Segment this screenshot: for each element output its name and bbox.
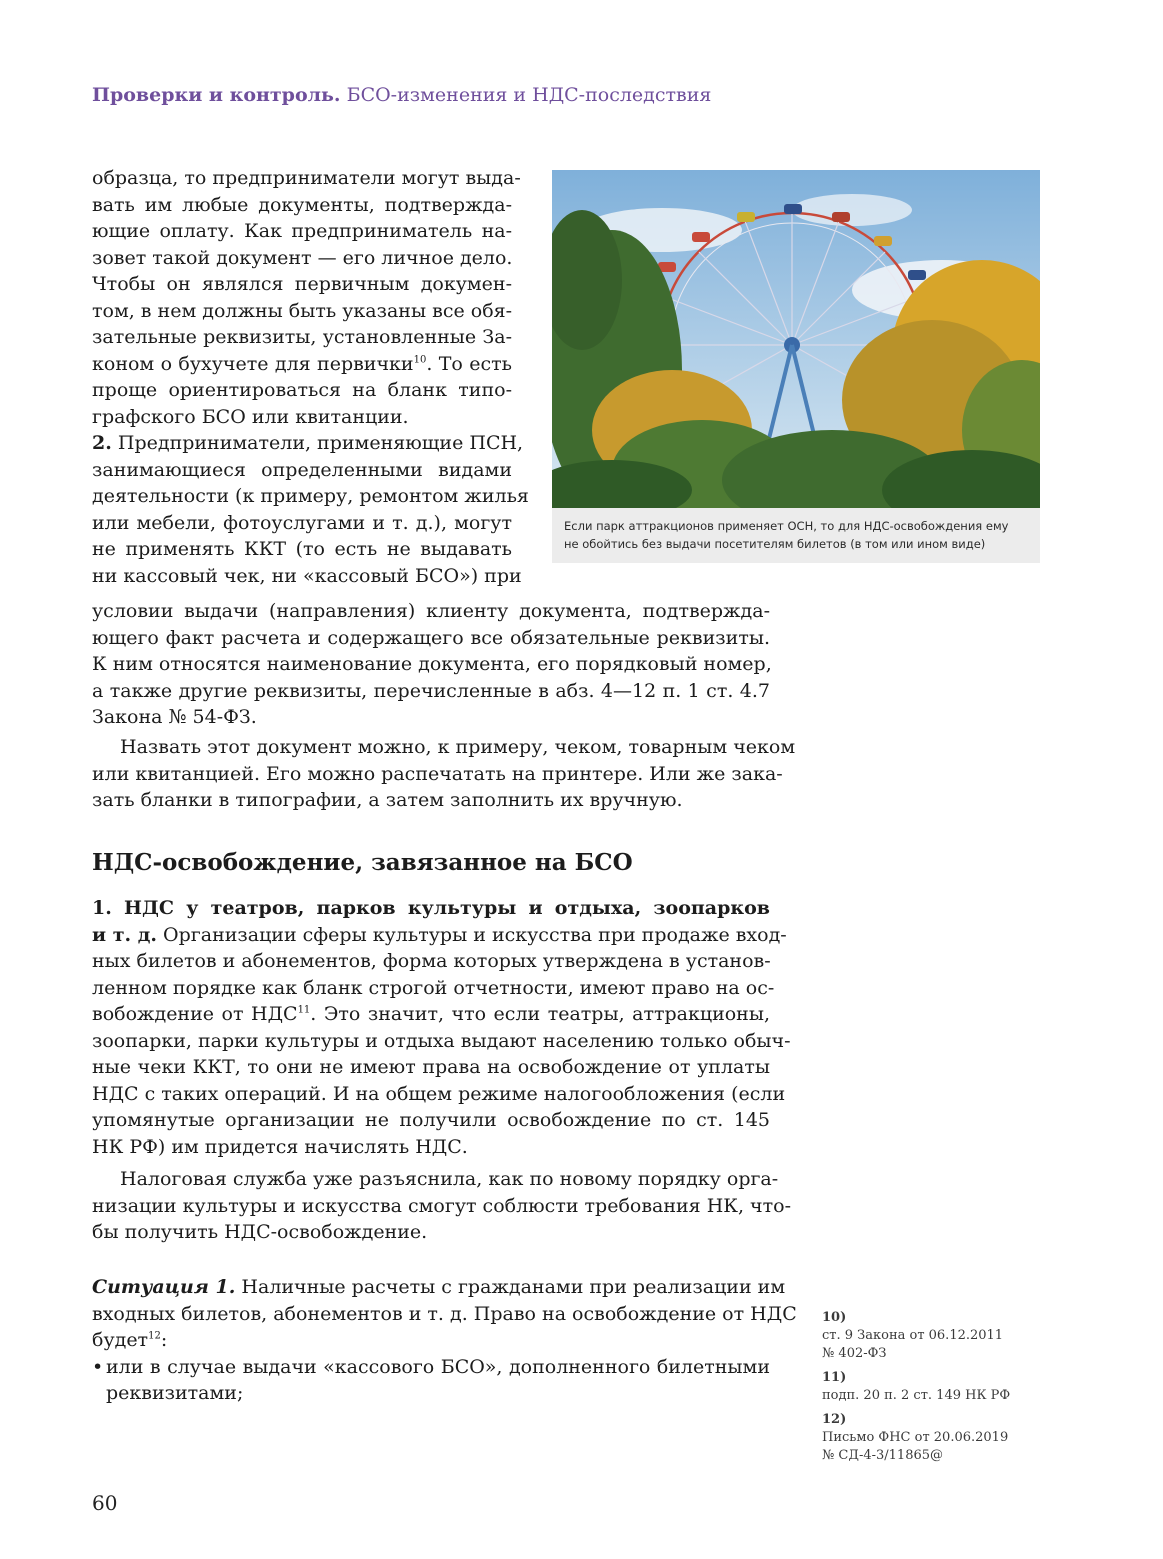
text-line: входных билетов, абонементов и т. д. Право на освобождение от НДС [92,1302,797,1325]
text-fragment: Предприниматели, применяющие ПСН, [117,432,524,454]
footnote-number: 10) [822,1310,847,1325]
footnote [822,1411,1042,1465]
point1-block [92,895,791,1160]
caption-line: не обойтись без выдачи посетителям билетов (в том или ином виде) [564,537,986,551]
footnote-ref: 11 [297,1004,311,1016]
footnotes [822,1309,1042,1471]
text-line: условии выдачи (направления) клиенту документа, подтвержда- [92,600,770,622]
point1-title-text: 1. НДС у театров, парков культуры и отдыха, зоопарков [92,897,770,919]
text-line: ные чеки ККТ, то они не имеют права на освобождение от уплаты [92,1056,770,1078]
text-line: деятельности (к примеру, ремонтом жилья [92,485,529,507]
text-line: НК РФ) им придется начислять НДС. [92,1135,468,1158]
figure [552,170,1040,563]
running-head [92,84,992,106]
footnote-text: № 402-ФЗ [822,1346,887,1361]
footnote-text: ст. 9 Закона от 06.12.2011 [822,1328,1004,1343]
footnote-ref: 10 [413,354,427,366]
text-line: НДС с таких операций. И на общем режиме налогообложения (если [92,1082,786,1105]
page-number: 60 [92,1491,118,1515]
text-line: зовет такой документ — его личное дело. [92,246,513,269]
text-line [92,1274,786,1301]
text-line-with-footnote [92,1327,770,1354]
text-line: или в случае выдачи «кассового БСО», дополненного билетными [106,1355,770,1378]
text-line: зать бланки в типографии, а затем заполнить их вручную. [92,789,683,811]
bullet-icon: • [92,1355,104,1378]
narrow-column [92,165,529,589]
text-line: или мебели, фотоуслугами и т. д.), могут [92,511,512,534]
situation-label: Ситуация 1. [92,1276,236,1298]
text-fragment: . Это значит, что если театры, аттракционы, [310,1003,770,1025]
section-heading: НДС-освобождение, завязанное на БСО [92,849,633,876]
text-line: упомянутые организации не получили освобождение по ст. 145 [92,1109,770,1131]
text-line: ющего факт расчета и содержащего все обязательные реквизиты. [92,626,770,649]
caption-line: Если парк аттракционов применяет ОСН, то для НДС-освобождения ему [564,519,1009,533]
text-line: том, в нем должны быть указаны все обя- [92,299,513,322]
running-head-topic: БСО-изменения и НДС-последствия [346,84,712,106]
text-line: Закона № 54-ФЗ. [92,706,257,728]
text-line: не применять ККТ (то есть не выдавать [92,538,512,560]
text-fragment: : [160,1329,168,1351]
footnote-text: № СД-4-3/11865@ [822,1448,944,1463]
text-line: или квитанцией. Его можно распечатать на принтере. Или же зака- [92,762,783,785]
footnote-text: Письмо ФНС от 20.06.2019 [822,1430,1009,1445]
footnote-ref: 12 [148,1330,161,1342]
text-fragment: Наличные расчеты с гражданами при реализации им [241,1276,786,1298]
text-line: бы получить НДС-освобождение. [92,1221,428,1243]
text-line: реквизитами; [106,1382,244,1404]
paragraph-naming [92,734,796,814]
running-head-section: Проверки и контроль. [92,84,341,106]
text-line: вать им любые документы, подтвержда- [92,193,512,216]
text-line: зательные реквизиты, установленные За- [92,326,512,348]
footnote-text: подп. 20 п. 2 ст. 149 НК РФ [822,1388,1011,1403]
text-fragment: будет [92,1329,149,1351]
text-line-with-footnote [92,1001,770,1028]
text-fragment: вобождение от НДС [92,1003,298,1025]
text-line: образца, то предприниматели могут выда- [92,167,521,189]
text-line: Назвать этот документ можно, к примеру, чеком, товарным чеком [120,736,796,758]
bullet-item [92,1354,770,1407]
ferris-wheel-photo [552,170,1040,508]
text-fragment: коном о бухучете для первички [92,352,414,375]
text-line-point2 [92,430,524,457]
text-line [92,922,787,949]
footnote [822,1309,1042,1363]
text-fragment: Организации сферы культуры и искусства при продаже вход- [163,923,787,946]
point1-title-end: и т. д. [92,923,157,946]
text-line: ных билетов и абонементов, форма которых утверждена в установ- [92,950,771,972]
footnote [822,1369,1042,1405]
text-line: ющие оплату. Как предприниматель на- [92,220,512,242]
text-line: зоопарки, парки культуры и отдыха выдают населению только обыч- [92,1029,791,1052]
text-line: а также другие реквизиты, перечисленные в абз. 4—12 п. 1 ст. 4.7 [92,679,770,702]
point-number: 2. [92,432,112,454]
footnote-number: 11) [822,1370,847,1385]
paragraph-tax [92,1166,791,1246]
text-line: графского БСО или квитанции. [92,405,409,428]
text-line: Налоговая служба уже разъяснила, как по новому порядку орга- [120,1168,779,1190]
text-line: ленном порядке как бланк строгой отчетности, имеют право на ос- [92,976,775,999]
situation-block [92,1274,797,1407]
figure-caption [564,517,1034,553]
text-line: ни кассовый чек, ни «кассовый БСО») при [92,564,522,587]
text-line-with-footnote [92,351,512,378]
footnote-number: 12) [822,1412,847,1427]
text-line: К ним относятся наименование документа, его порядковый номер, [92,653,772,675]
text-fragment: . То есть [426,352,512,375]
wide-column-point2 [92,598,770,731]
text-line: проще ориентироваться на бланк типо- [92,379,512,401]
point1-title [92,895,770,922]
text-line: занимающиеся определенными видами [92,458,512,481]
text-line: Чтобы он являлся первичным докумен- [92,273,512,295]
cloud [792,194,912,226]
text-line: низации культуры и искусства смогут соблюсти требования НК, что- [92,1194,791,1217]
